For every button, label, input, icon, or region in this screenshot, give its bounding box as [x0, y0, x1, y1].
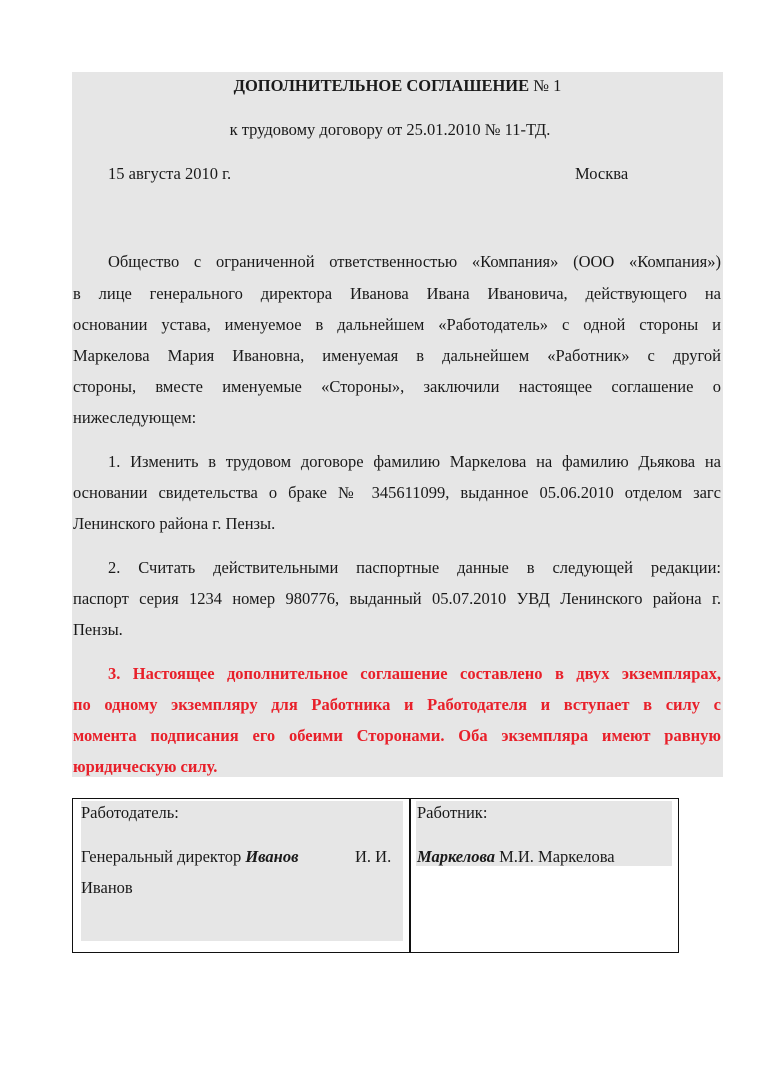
employer-signature: Иванов — [245, 847, 299, 866]
table-divider — [409, 799, 411, 952]
employer-initials: И. И. — [355, 847, 392, 866]
clause3-line: 3. Настоящее дополнительное соглашение составлено в двух экземплярах, — [108, 664, 721, 683]
clause3-line: момента подписания его обеими Сторонами. Оба экземпляра имеют равную — [73, 726, 721, 745]
preamble-line: нижеследующем: — [73, 408, 197, 427]
clause2-line: 2. Считать действительными паспортные данные в следующей редакции: — [108, 558, 721, 577]
employer-surname: Иванов — [81, 878, 133, 897]
clause2-line: паспорт серия 1234 номер 980776, выданный 05.07.2010 УВД Ленинского района г. — [73, 589, 721, 608]
preamble-line: основании устава, именуемое в дальнейшем «Работодатель» с одной стороны и — [73, 315, 721, 334]
document-title — [0, 76, 768, 96]
preamble-line: Общество с ограниченной ответственностью «Компания» (ООО «Компания») — [108, 252, 721, 271]
clause3-line: по одному экземпляру для Работника и Работодателя и вступает в силу с — [73, 695, 721, 714]
clause3-line: юридическую силу. — [73, 757, 218, 776]
employer-label: Работодатель: — [81, 803, 179, 822]
clause1-line: основании свидетельства о браке № 345611099, выданное 05.06.2010 отделом загс — [73, 483, 721, 502]
title-text: ДОПОЛНИТЕЛЬНОЕ СОГЛАШЕНИЕ — [233, 76, 530, 95]
employee-signature: Маркелова — [417, 847, 495, 866]
employee-signature-line — [417, 847, 615, 867]
preamble-line: Маркелова Мария Ивановна, именуемая в дальнейшем «Работник» с другой — [73, 346, 721, 365]
preamble-line: стороны, вместе именуемые «Стороны», заключили настоящее соглашение о — [73, 377, 721, 396]
document-subtitle: к трудовому договору от 25.01.2010 № 11-ТД. — [229, 120, 551, 139]
preamble-line: в лице генерального директора Иванова Ивана Ивановича, действующего на — [73, 284, 721, 303]
document-date: 15 августа 2010 г. — [108, 164, 232, 183]
document-city: Москва — [575, 164, 629, 183]
clause1-line: Ленинского района г. Пензы. — [73, 514, 276, 533]
clause1-line: 1. Изменить в трудовом договоре фамилию Маркелова на фамилию Дьякова на — [108, 452, 721, 471]
employee-label: Работник: — [417, 803, 488, 822]
signature-table — [72, 798, 679, 953]
employee-name: М.И. Маркелова — [499, 847, 615, 866]
clause2-line: Пензы. — [73, 620, 123, 639]
employer-position: Генеральный директор — [81, 847, 242, 866]
employer-position-line — [81, 847, 298, 867]
title-number: № 1 — [533, 76, 562, 95]
